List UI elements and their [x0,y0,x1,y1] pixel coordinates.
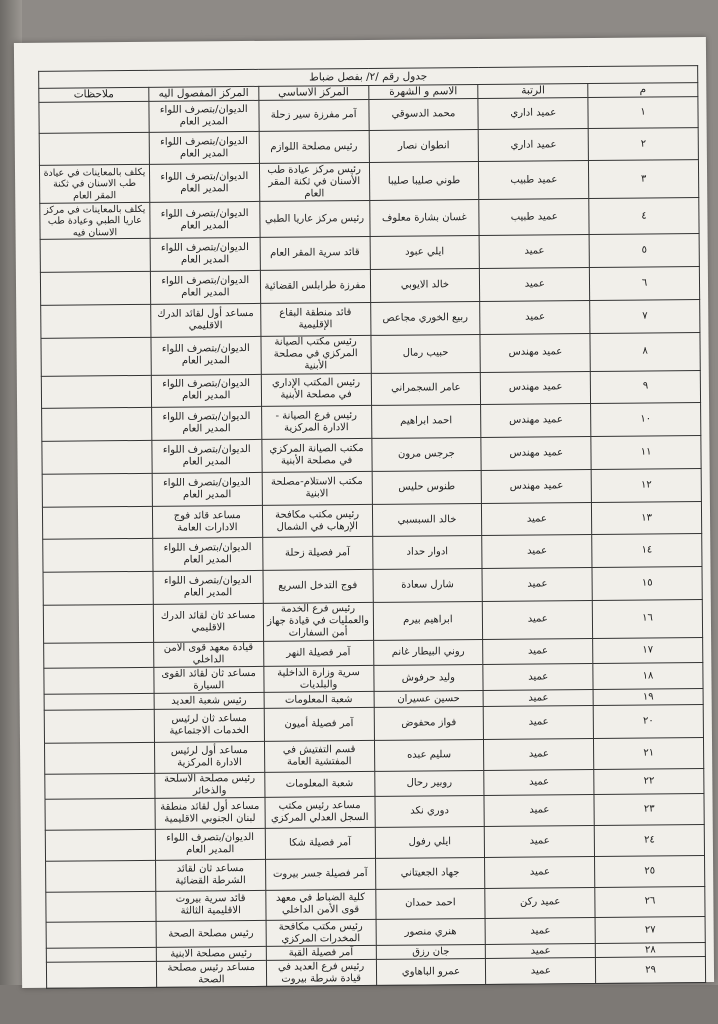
row-rank: عميد مهندس [481,469,591,503]
row-position: قسم التفتيش في المفتشية العامة [264,741,374,773]
row-notes [44,693,154,710]
row-position: آمر مفرزة سير زحلة [259,99,369,131]
row-num: ٥ [589,234,699,268]
row-name: ايلي رفول [375,827,485,859]
row-rank: عميد [480,300,590,334]
row-notes [41,304,151,338]
row-notes [43,572,153,606]
header-position: المركز الاساسي [258,85,368,100]
row-name: احمد ابراهيم [371,405,481,439]
row-name: جرجس مرون [371,438,481,472]
row-position: قائد منطقة البقاع الإقليمية [260,302,370,336]
row-assigned: قائد سرية بيروت الاقليمية الثالثة [156,890,266,922]
row-notes [42,506,152,540]
row-rank: عميد [483,638,593,665]
row-rank: عميد [484,706,594,740]
row-assigned: الديوان/بتصرف اللواء المدير العام [150,238,260,272]
row-assigned: مساعد أول لرئيس الادارة المركزية [154,742,264,774]
row-num: ٢٥ [595,855,705,887]
row-num: ٩ [590,370,700,404]
background-bottom-edge [0,985,718,1024]
row-notes [39,101,149,133]
row-assigned: مساعد ثان لقائد الدرك الاقليمي [153,603,263,642]
row-name: سليم عبده [374,740,484,772]
row-rank: عميد [485,856,595,888]
row-assigned: قيادة معهد قوى الامن الداخلي [153,641,263,668]
row-assigned: الديوان/بتصرف اللواء المدير العام [149,100,259,132]
row-num: ٢ [588,127,698,161]
row-num: ١٩ [593,689,703,706]
row-num: ٣ [589,160,699,199]
table-title: جدول رقم /٢/ بفصل ضباط [39,66,698,89]
row-num: ١٧ [593,637,703,664]
row-name: احمد حمدان [375,888,485,920]
row-name: جان رزق [376,944,486,959]
row-notes [44,642,154,669]
row-num: ٤ [589,198,699,235]
row-name: وليد حرفوش [373,665,483,692]
row-assigned: مساعد رئيس مصلحة الصحة [156,961,266,988]
row-assigned: مساعد ثان لقائد الشرطة القضائية [155,859,265,891]
table-row [46,957,705,988]
row-notes [40,272,150,306]
row-name: هنري منصور [376,919,486,946]
row-position: آمر فصيلة زحلة [262,537,372,571]
row-rank: عميد [482,535,592,569]
row-position: كلية الضباط في معهد قوى الأمن الداخلي [265,889,375,921]
row-rank: عميد [485,826,595,858]
row-num: ٢٣ [594,794,704,826]
row-rank: عميد مهندس [481,371,591,405]
row-assigned: رئيس مصلحة الابنية [156,946,266,961]
row-rank: عميد اداري [479,128,589,162]
row-rank: عميد مهندس [481,437,591,471]
table-row [39,160,698,204]
row-rank: عميد [483,600,593,639]
row-name: انطوان نصار [369,129,479,163]
row-num: ٨ [590,332,700,371]
row-notes [46,922,156,949]
row-rank: عميد [486,958,596,985]
row-rank: عميد [484,739,594,771]
row-position: مكتب الاستلام-مصلحة الابنية [262,471,372,505]
row-assigned: الديوان/بتصرف اللواء المدير العام [150,202,260,239]
row-assigned: مساعد أول لقائد الدرك الاقليمي [151,303,261,337]
row-position: رئيس مكتب مكافحة الإرهاب في الشمال [262,504,372,538]
row-num: ٢١ [594,738,704,770]
row-rank: عميد [480,268,590,302]
row-num: ٢٩ [596,957,706,984]
table-row [40,198,699,240]
row-assigned: مساعد أول لقائد منطقة لبنان الجنوبي الاقليمية [155,798,265,830]
row-num: ٢٨ [595,942,705,957]
header-num: م [588,83,698,98]
row-rank: عميد [484,795,594,827]
row-position: رئيس فرع العديد في قيادة شرطة بيروت [266,960,376,987]
row-notes [42,440,152,474]
header-notes: ملاحظات [39,87,149,102]
row-notes [41,375,151,409]
row-position: رئيس مركز عيادة طب الأسنان في ثكنة المقر العام [259,163,369,202]
header-name: الاسم و الشهرة [368,84,478,99]
row-num: ١٠ [591,403,701,437]
row-notes [44,668,154,695]
row-notes: يكلف بالمعاينات في عيادة طب الاسنان في ثكنة المقر العام [39,165,149,204]
row-notes [39,132,149,166]
row-assigned: رئيس مصلحة الاسلحة والذخائر [155,772,265,799]
row-num: ٢٦ [595,886,705,918]
row-assigned: الديوان/بتصرف اللواء المدير العام [151,374,261,408]
row-num: ٧ [590,299,700,333]
row-name: محمد الدسوقي [368,98,478,130]
row-name: حسين عسيران [374,690,484,707]
table-body [39,97,706,989]
row-notes [43,539,153,573]
row-assigned: الديوان/بتصرف اللواء المدير العام [149,131,259,165]
row-position: قائد سرية المقر العام [260,237,370,271]
row-name: فواز محفوض [374,707,484,741]
row-notes [46,891,156,923]
row-notes: يكلف بالمعاينات في مركز عاريا الطبي وعيادة طب الاسنان فيه [40,203,150,240]
row-name: ابراهيم بيرم [373,601,483,640]
row-position: رئيس مكتب مكافحة المخدرات المركزي [266,920,376,947]
row-name: خالد الايوبي [370,269,480,303]
row-notes [44,710,154,744]
row-rank: عميد طبيب [479,199,589,236]
row-assigned: الديوان/بتصرف اللواء المدير العام [151,336,261,375]
row-assigned: مساعد قائد فوج الادارات العامة [152,505,262,539]
row-assigned: رئيس مصلحة الصحة [156,921,266,948]
row-assigned: الديوان/بتصرف اللواء المدير العام [149,164,259,203]
table-row [43,599,702,643]
row-name: ادوار حداد [372,536,482,570]
row-notes [45,799,155,831]
row-position: مساعد رئيس مكتب السجل العدلي المركزي [265,797,375,829]
row-notes [43,604,153,643]
row-num: ١ [588,97,698,129]
row-position: رئيس فرع الصيانة - الادارة المركزية [261,406,371,440]
row-rank: عميد [483,664,593,691]
row-name: روني البيطار غانم [373,639,483,666]
row-num: ٦ [590,267,700,301]
row-assigned: رئيس شعبة العديد [154,692,264,709]
row-name: حبيب رمال [370,334,480,373]
row-name: طنوس حليس [372,470,482,504]
row-name: عامر السجمراني [371,372,481,406]
row-notes [46,947,156,962]
row-num: ١١ [591,436,701,470]
header-rank: الرتبة [478,84,588,99]
row-rank: عميد [484,769,594,796]
row-assigned: الديوان/بتصرف اللواء المدير العام [152,472,262,506]
row-notes [42,408,152,442]
row-assigned: مساعد ثان لرئيس الخدمات الاجتماعية [154,709,264,743]
row-assigned: الديوان/بتصرف اللواء المدير العام [153,571,263,605]
row-name: ربيع الخوري مجاعص [370,301,480,335]
row-position: آمر فصيلة شكا [265,828,375,860]
row-notes [41,337,151,376]
row-num: ١٥ [592,567,702,601]
row-name: ايلي عبود [370,236,480,270]
row-position: رئيس فرع الخدمة والعمليات في قيادة جهاز أمن السفارات [263,602,373,641]
row-position: رئيس مكتب الصيانة المركزي في مصلحة الأبنية [261,335,371,374]
row-num: ١٤ [592,534,702,568]
row-num: ٢٢ [594,768,704,795]
row-rank: عميد [485,918,595,945]
row-rank: عميد ركن [485,887,595,919]
officers-table-wrapper [38,65,706,989]
row-position: آمر فصيلة جسر بيروت [265,858,375,890]
row-name: غسان بشارة معلوف [369,200,479,237]
row-assigned: الديوان/بتصرف اللواء المدير العام [151,407,261,441]
row-notes [42,473,152,507]
row-position: آمر فصيلة أميون [264,708,374,742]
row-rank: عميد [483,690,593,707]
row-num: ١٦ [592,599,702,638]
row-position: رئيس المكتب الإداري في مصلحة الأبنية [261,373,371,407]
row-name: جهاد الجعيتاني [375,857,485,889]
row-num: ٢٧ [595,917,705,944]
row-notes [46,860,156,892]
row-num: ١٣ [592,501,702,535]
row-num: ٢٠ [593,705,703,739]
row-assigned: مساعد ثان لقائد القوى السيارة [154,667,264,694]
row-notes [45,742,155,774]
row-name: روبير رحال [374,770,484,797]
row-name: عمرو الباهاوي [376,959,486,986]
row-rank: عميد مهندس [480,333,590,372]
row-position: شعبة المعلومات [264,691,374,708]
row-position: سرية وزارة الداخلية والبلديات [264,666,374,693]
document-page [14,37,714,988]
row-rank: عميد [486,943,596,958]
row-name: خالد السبسبي [372,503,482,537]
row-assigned: الديوان/بتصرف اللواء المدير العام [153,538,263,572]
header-assigned: المركز المفصول اليه [149,86,259,101]
row-position: مكتب الصيانة المركزي في مصلحة الأبنية [262,439,372,473]
row-position: آمر فصيلة النهر [263,640,373,667]
row-num: ٢٤ [594,825,704,857]
row-assigned: الديوان/بتصرف اللواء المدير العام [155,829,265,861]
row-name: شارل سعادة [373,569,483,603]
row-notes [45,830,155,862]
row-assigned: الديوان/بتصرف اللواء المدير العام [152,440,262,474]
row-name: طوني صليبا صليبا [369,162,479,201]
row-rank: عميد [482,502,592,536]
row-position: آمر فصيلة القبة [266,945,376,960]
row-num: ١٨ [593,663,703,690]
row-position: مفرزة طرابلس القضائية [260,270,370,304]
row-position: رئيس مصلحة اللوازم [259,130,369,164]
row-rank: عميد [482,568,592,602]
row-notes [45,773,155,800]
row-num: ١٢ [591,468,701,502]
row-rank: عميد مهندس [481,404,591,438]
row-notes [46,962,156,989]
row-notes [40,239,150,273]
row-rank: عميد اداري [478,98,588,130]
row-assigned: الديوان/بتصرف اللواء المدير العام [150,271,260,305]
row-position: شعبة المعلومات [264,771,374,798]
officers-table [38,65,706,989]
row-position: فوج التدخل السريع [263,570,373,604]
row-name: دوري نكد [374,796,484,828]
table-row [41,332,700,376]
row-position: رئيس مركز عاريا الطبي [259,201,369,238]
row-rank: عميد طبيب [479,161,589,200]
row-rank: عميد [479,235,589,269]
